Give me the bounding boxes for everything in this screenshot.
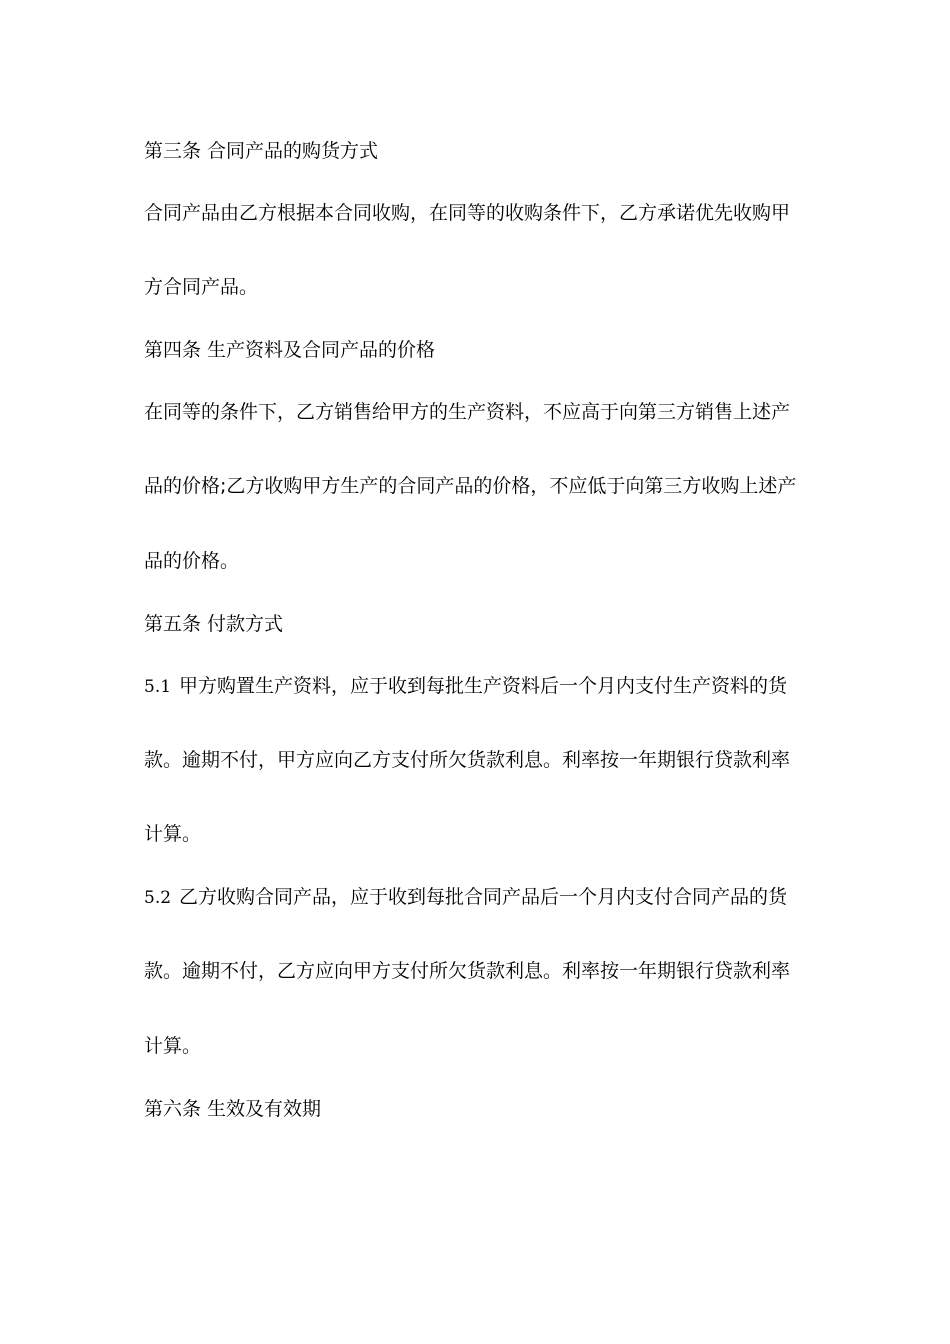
article-4-heading: 第四条 生产资料及合同产品的价格 xyxy=(144,339,436,361)
article-5-heading: 第五条 付款方式 xyxy=(144,613,284,635)
clause-5-2-line-3: 计算。 xyxy=(144,1035,202,1057)
clause-5-2-number: 5.2 xyxy=(144,888,172,908)
clause-5-2-line-1 xyxy=(144,884,814,911)
clause-5-1-line-2: 款。逾期不付，甲方应向乙方支付所欠货款利息。利率按一年期银行贷款利率 xyxy=(144,749,791,771)
article-3-body-line-1: 合同产品由乙方根据本合同收购，在同等的收购条件下，乙方承诺优先收购甲 xyxy=(144,202,791,224)
article-4-body-line-3: 品的价格。 xyxy=(144,550,240,572)
clause-5-1-line-1 xyxy=(144,673,814,700)
clause-5-1-text: 甲方购置生产资料，应于收到每批生产资料后一个月内支付生产资料的货 xyxy=(179,675,788,697)
clause-5-1-number: 5.1 xyxy=(144,677,172,697)
clause-5-1-line-3: 计算。 xyxy=(144,823,202,845)
clause-5-2-line-2: 款。逾期不付，乙方应向甲方支付所欠货款利息。利率按一年期银行贷款利率 xyxy=(144,960,791,982)
clause-5-2-text: 乙方收购合同产品，应于收到每批合同产品后一个月内支付合同产品的货 xyxy=(179,886,788,908)
article-4-body-line-1: 在同等的条件下，乙方销售给甲方的生产资料，不应高于向第三方销售上述产 xyxy=(144,401,791,423)
article-4-body-line-2: 品的价格;乙方收购甲方生产的合同产品的价格，不应低于向第三方收购上述产 xyxy=(144,475,797,497)
article-3-heading: 第三条 合同产品的购货方式 xyxy=(144,140,379,162)
article-3-body-line-2: 方合同产品。 xyxy=(144,276,259,298)
article-6-heading: 第六条 生效及有效期 xyxy=(144,1098,322,1120)
